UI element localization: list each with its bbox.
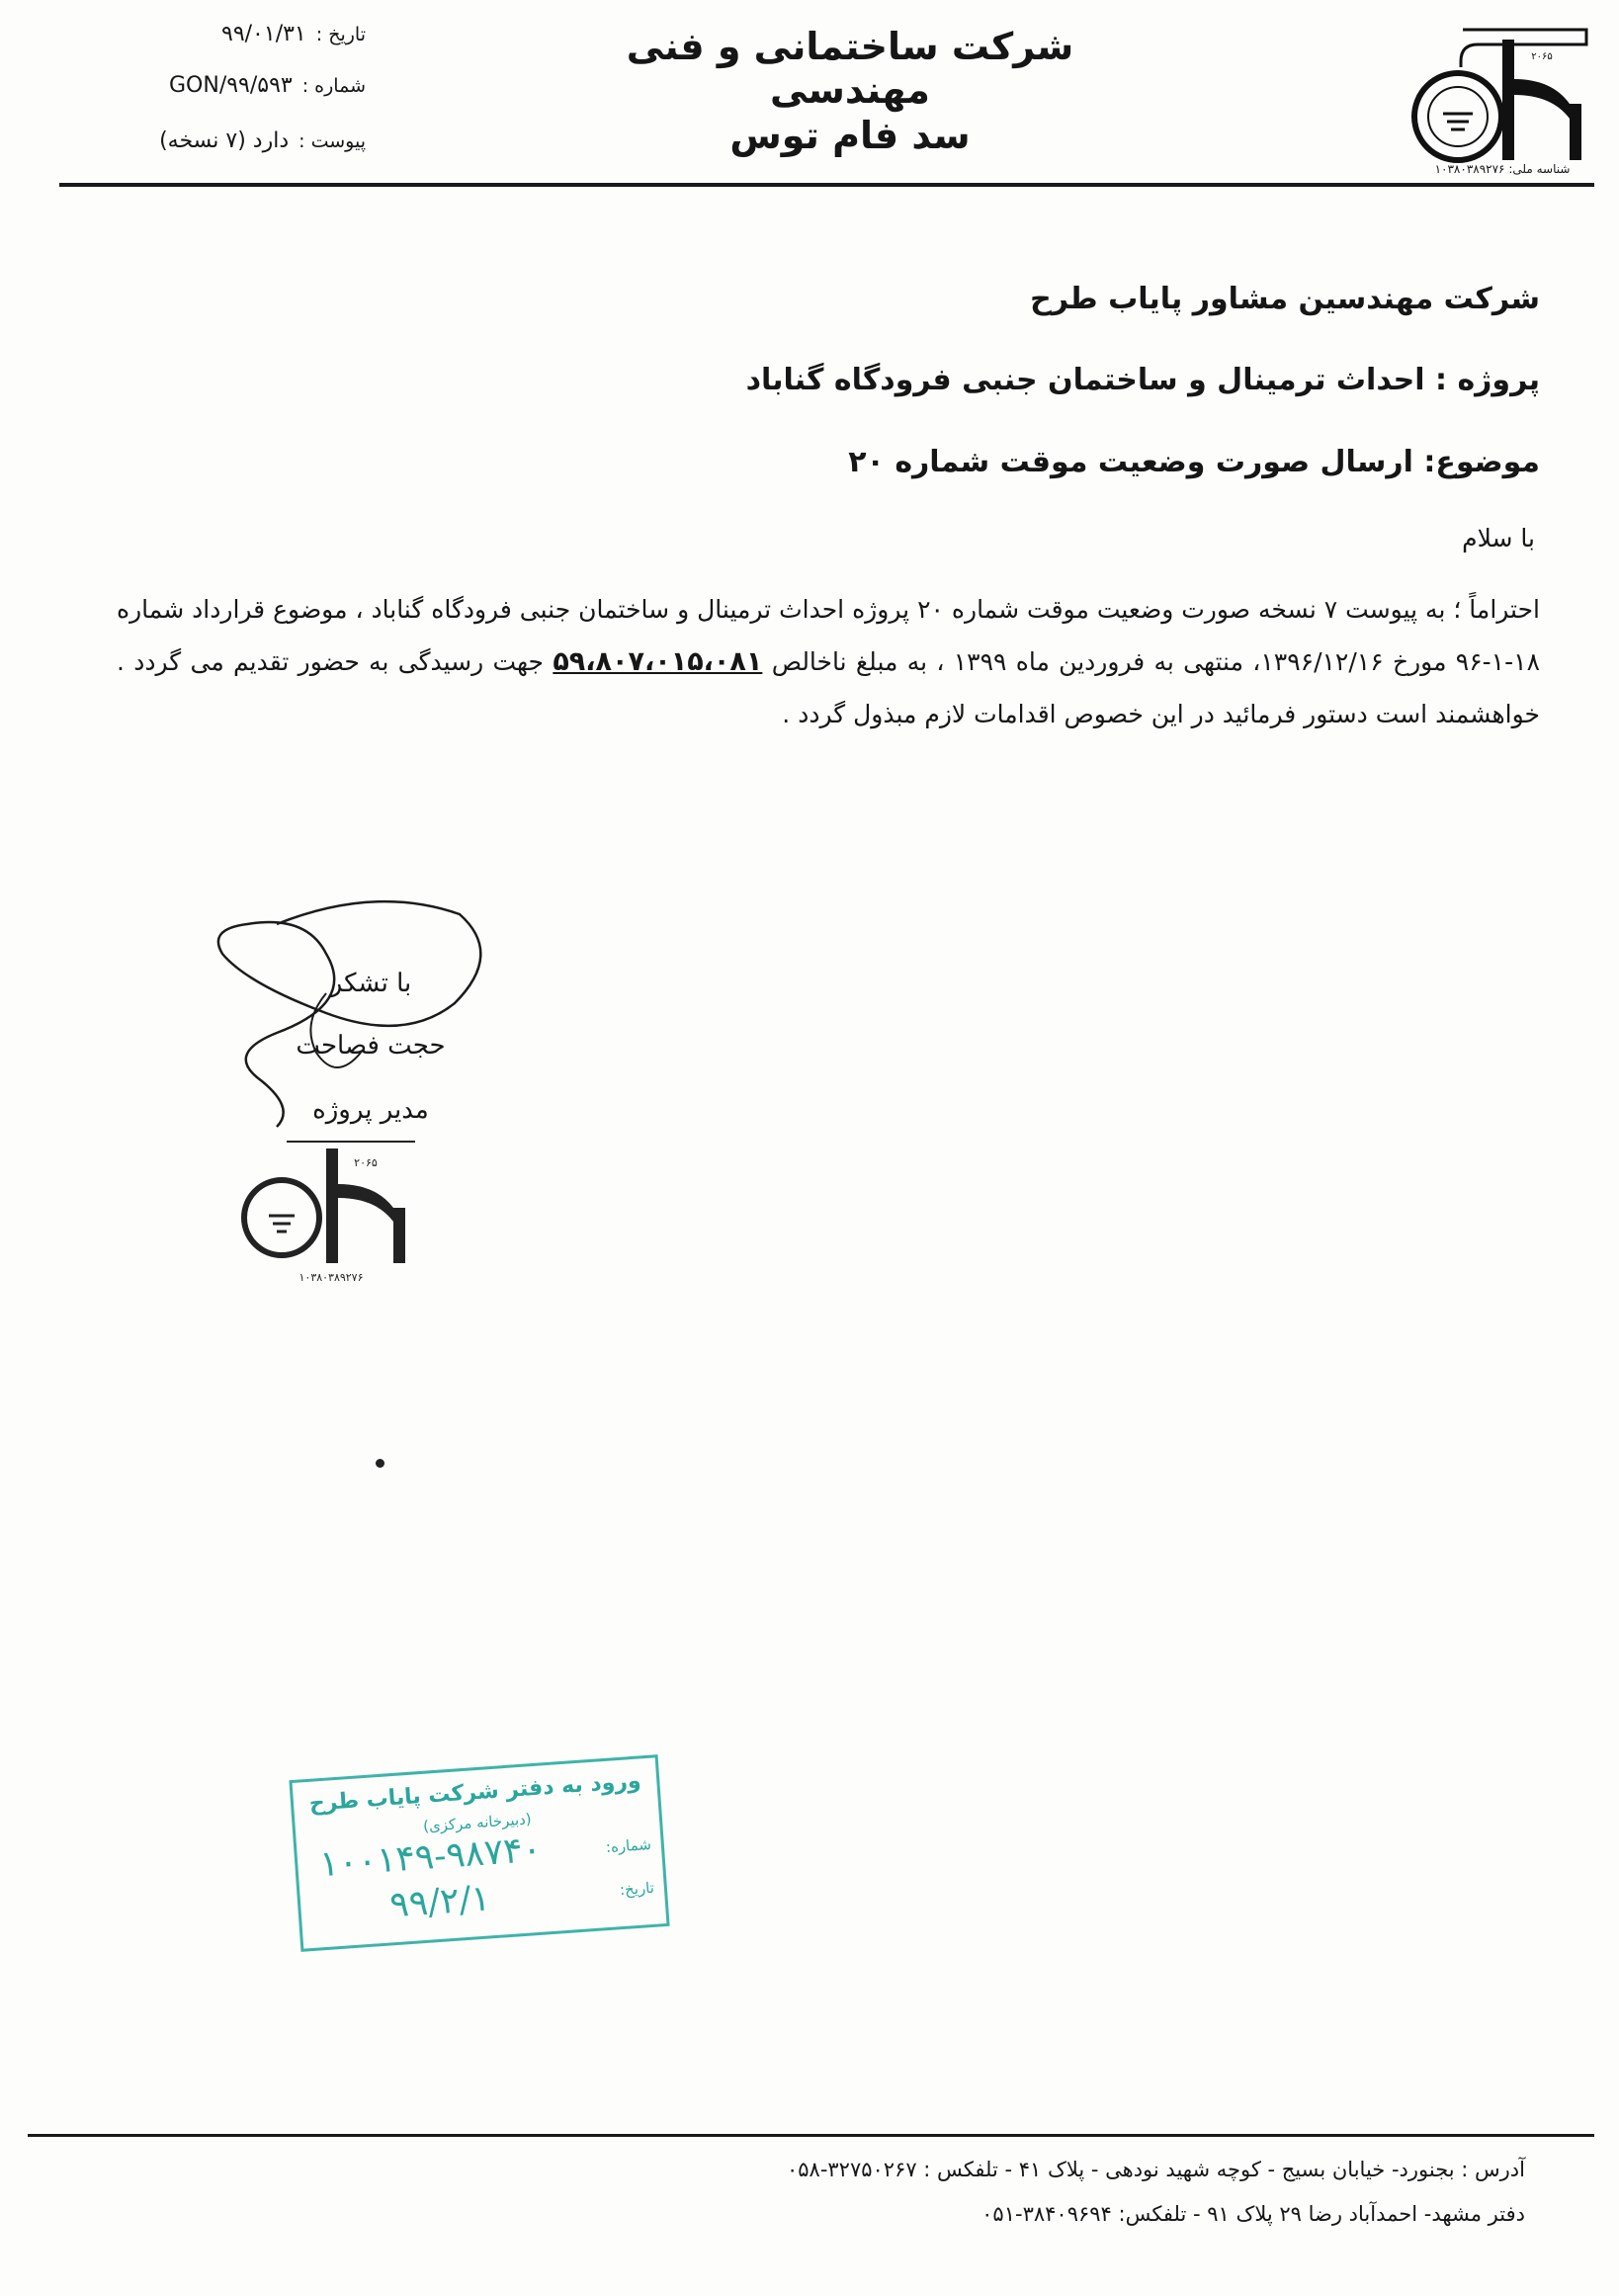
inbound-stamp — [289, 1754, 669, 1952]
date-value: ۹۹/۰۱/۳۱ — [221, 22, 306, 46]
recipient: شرکت مهندسین مشاور پایاب طرح — [1030, 282, 1540, 316]
letter-number — [99, 73, 366, 98]
signer-name: حجت فصاحت — [296, 1031, 446, 1061]
header-divider — [59, 183, 1594, 187]
company-logo — [1404, 20, 1591, 183]
company-stamp — [237, 1127, 425, 1285]
inbound-date-value: ۹۹/۲/۱ — [388, 1878, 492, 1926]
project-line: پروژه : احداث ترمینال و ساختمان جنبی فرودگاه گناباد — [745, 363, 1540, 397]
inbound-number-value: ۱۰۰۱۴۹-۹۸۷۴۰ — [317, 1828, 544, 1886]
svg-text:۲۰۶۵: ۲۰۶۵ — [354, 1156, 378, 1169]
greeting: با سلام — [1462, 524, 1535, 553]
letter-date — [99, 22, 366, 46]
footer-divider — [28, 2134, 1594, 2137]
paragraph-part2: جهت رسیدگی به حضور تقدیم می گردد . خواهشمند است دستور فرمائید در این خصوص اقدامات لازم مبذول گردد . — [117, 647, 1540, 728]
svg-text:۲۰۶۵: ۲۰۶۵ — [1531, 51, 1553, 62]
inbound-stamp-title: ورود به دفتر شرکت پایاب طرح — [308, 1768, 642, 1817]
inbound-date-label: تاریخ: — [619, 1878, 655, 1900]
ink-dot — [376, 1459, 384, 1468]
number-label: شماره : — [301, 75, 366, 97]
svg-text:۱۰۳۸۰۳۸۹۲۷۶: ۱۰۳۸۰۳۸۹۲۷۶ — [298, 1271, 364, 1284]
attachment-value: دارد (۷ نسخه) — [159, 128, 290, 153]
paragraph-part1: احتراماً ؛ به پیوست ۷ نسخه صورت وضعیت موقت شماره ۲۰ پروژه احداث ترمینال و ساختمان جنبی فرودگاه گناباد ، موضوع قرارداد شماره ۱۸-۱-۹۶ مورخ ۱۳۹۶/۱۲/۱۶، منتهی به فروردین ماه ۱۳۹۹ ، به مبلغ ناخالص — [117, 595, 1541, 676]
company-name-line2: سد فام توس — [729, 114, 971, 157]
body-paragraph — [117, 583, 1540, 740]
signer-role: مدیر پروژه — [312, 1095, 429, 1125]
inbound-stamp-subtitle: (دبیرخانه مرکزی) — [422, 1810, 533, 1835]
subject-line: موضوع: ارسال صورت وضعیت موقت شماره ۲۰ — [848, 445, 1540, 479]
date-label: تاریخ : — [315, 24, 366, 45]
closing-thanks: با تشکر — [329, 969, 412, 998]
number-value: GON/۹۹/۵۹۳ — [169, 73, 293, 98]
inbound-number-label: شماره: — [605, 1834, 652, 1857]
national-id: شناسه ملی: ۱۰۳۸۰۳۸۹۲۷۶ — [1434, 162, 1571, 176]
gross-amount: ۵۹،۸۰۷،۰۱۵،۰۸۱ — [553, 646, 763, 677]
attachment-label: پیوست : — [298, 130, 366, 152]
letter-attachment — [99, 128, 366, 153]
company-name-line1: شرکت ساختمانی و فنی مهندسی — [626, 25, 1074, 112]
footer-mashhad-office: دفتر مشهد- احمدآباد رضا ۲۹ پلاک ۹۱ - تلفکس: ۳۸۴۰۹۶۹۴-۰۵۱ — [981, 2202, 1525, 2226]
footer-address: آدرس : بجنورد- خیابان بسیج - کوچه شهید نودهی - پلاک ۴۱ - تلفکس : ۳۲۷۵۰۲۶۷-۰۵۸ — [786, 2158, 1525, 2181]
